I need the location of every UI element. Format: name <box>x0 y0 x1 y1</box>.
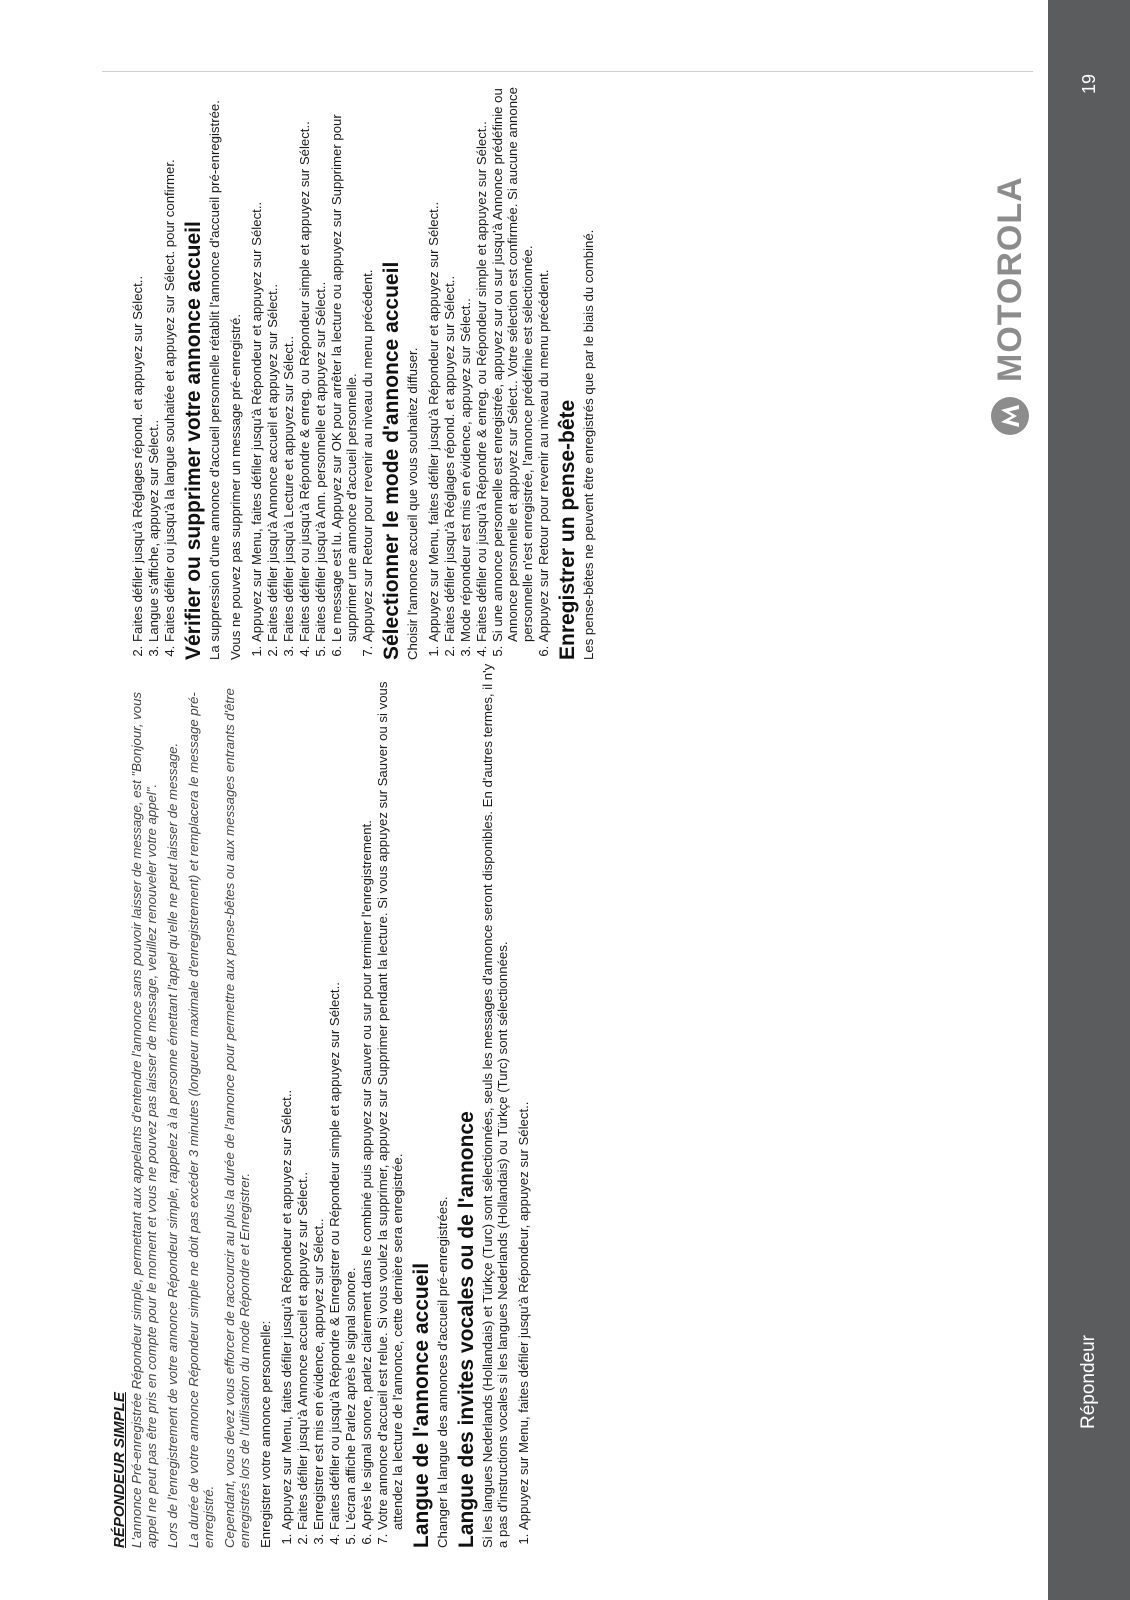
list-item: 2. Faites défiler jusqu'à Annonce accueil et appuyez sur Sélect.. <box>295 660 310 1530</box>
column-1 <box>112 660 540 1548</box>
list-item: 4. Faites défiler ou jusqu'à Répondre & enreg. ou Répondeur simple et appuyez sur Sélect.. <box>474 72 489 642</box>
brand-wordmark: MOTOROLA <box>990 176 1029 382</box>
list-item: 4. Faites défiler ou jusqu'à Répondre & Enregistrer ou Répondeur simple et appuyez sur Sélect.. <box>327 660 342 1530</box>
paragraph: La durée de votre annonce Répondeur simple ne doit pas excéder 3 minutes (longueur maximale d'enregistrement) et remplacera le message pré-enregistré. <box>186 692 216 1548</box>
paragraph: Choisir l'annonce accueil que vous souhaitez diffuser. <box>405 347 420 660</box>
list-item: 1. Appuyez sur Menu, faites défiler jusqu'à Répondeur, appuyez sur Sélect.. <box>516 660 531 1530</box>
step-list <box>130 72 177 660</box>
list-item: 2. Faites défiler jusqu'à Réglages répond. et appuyez sur Sélect.. <box>442 72 457 642</box>
paragraph: Vous ne pouvez pas supprimer un message pré-enregistré. <box>228 314 243 660</box>
step-list <box>279 660 405 1548</box>
list-item: 3. Faites défiler jusqu'à Lecture et appuyez sur Sélect.. <box>281 72 296 642</box>
list-item: 3. Enregistrer est mis en évidence, appuyez sur Sélect.. <box>311 660 326 1530</box>
list-item: 1. Appuyez sur Menu, faites défiler jusqu'à Répondeur et appuyez sur Sélect.. <box>426 72 441 642</box>
step-list <box>249 72 375 660</box>
section-heading: Langue des invites vocales ou de l'annonce <box>455 1111 478 1548</box>
list-item: 7. Appuyez sur Retour pour revenir au niveau du menu précédent. <box>360 72 375 642</box>
list-item: 4. Faites défiler ou jusqu'à Répondre & enreg. ou Répondeur simple et appuyez sur Sélect.. <box>297 72 312 642</box>
paragraph: Si les langues Nederlands (Hollandais) et Türkçe (Turc) sont sélectionnées, seuls les messages d'annonce seront disponibles. En d'autres termes, il n'y a pas d'instructions vocales si les langues Nederlands (Hollandais) ou Türkçe (Turc) sont sélectionnées. <box>480 663 510 1548</box>
column-3 <box>555 72 985 602</box>
paragraph: Lors de l'enregistrement de votre annonce Répondeur simple, rappelez à la personne émettant l'appel qu'elle ne peut laisser de message. <box>165 742 180 1548</box>
paragraph: Les pense-bêtes ne peuvent être enregistrés que par le biais du combiné. <box>581 229 596 660</box>
list-item: 6. Le message est lu. Appuyez sur OK pour arrêter la lecture ou appuyez sur Supprimer pour supprimer une annonce d'accueil personnelle. <box>329 72 359 642</box>
motorola-logo <box>990 66 1030 436</box>
section-label: Répondeur <box>1078 1334 1099 1430</box>
motorola-batwing-icon <box>990 396 1030 436</box>
step-list <box>426 72 551 660</box>
section-heading: Sélectionner le mode d'annonce accueil <box>380 261 403 660</box>
list-item: 3. Langue s'affiche, appuyez sur Sélect.. <box>146 72 161 642</box>
page-sidebar <box>1048 0 1130 1600</box>
paragraph: Enregistrer votre annonce personnelle: <box>258 1320 273 1548</box>
list-item: 5. Faites défiler jusqu'à Ann. personnelle et appuyez sur Sélect.. <box>313 72 328 642</box>
section-heading: Enregistrer un pense-bête <box>556 399 579 660</box>
col-2 <box>128 72 596 660</box>
list-item: 7. Votre annonce d'accueil est relue. Si vous voulez la supprimer, appuyez sur Supprimer pendant la lecture. Si vous appuyez sur Sauver ou si vous attendez la lecture de l'annonce, cette dernière sera enregistrée. <box>375 660 405 1530</box>
section-heading: Vérifier ou supprimer votre annonce accueil <box>182 221 205 660</box>
list-item: 2. Faites défiler jusqu'à Annonce accueil et appuyez sur Sélect.. <box>265 72 280 642</box>
list-item: 1. Appuyez sur Menu, faites défiler jusqu'à Répondeur et appuyez sur Sélect.. <box>249 72 264 642</box>
list-item: 4. Faites défiler ou jusqu'à la langue souhaitée et appuyez sur Sélect. pour confirmer. <box>162 72 177 642</box>
list-item: 6. Après le signal sonore, parlez clairement dans le combiné puis appuyez sur Sauver ou sur pour terminer l'enregistrement. <box>359 660 374 1530</box>
list-item: 5. L'écran affiche Parlez après le signal sonore. <box>343 660 358 1530</box>
section-heading: Langue de l'annonce accueil <box>410 1262 433 1548</box>
list-item: 2. Faites défiler jusqu'à Réglages répond. et appuyez sur Sélect.. <box>130 72 145 642</box>
paragraph: Cependant, vous devez vous efforcer de raccourcir au plus la durée de l'annonce pour permettre aux pense-bêtes ou aux messages entrants d'être enregistrés lors de l'utilisation du mode Répondre et Enregistrer. <box>222 688 252 1548</box>
list-item: 5. Si une annonce personnelle est enregistrée, appuyez sur ou sur jusqu'à Annonce prédéfinie ou Annonce personnelle et appuyez sur Sélect.. Votre sélection est confirmée. Si aucune annonce personnelle n'est enregistrée, l'annonce prédéfinie est sélectionnée. <box>490 72 535 642</box>
paragraph: La suppression d'une annonce d'accueil personnelle rétablit l'annonce d'accueil pré-enregistrée. <box>207 100 222 660</box>
list-item: 1. Appuyez sur Menu, faites défiler jusqu'à Répondeur et appuyez sur Sélect.. <box>279 660 294 1530</box>
section-heading: RÉPONDEUR SIMPLE <box>111 1392 128 1548</box>
paragraph: L'annonce Pré-enregistrée Répondeur simple, permettant aux appelants d'entendre l'annonce sans pouvoir laisser de message, est "Bonjour, vous appel ne peut pas être pris en compte pour le moment et vous ne pouvez pas laisser de message, veuillez renouveler votre appel". <box>129 691 159 1548</box>
page-number: 19 <box>1079 73 1099 95</box>
step-list <box>516 660 531 1548</box>
list-item: 6. Appuyez sur Retour pour revenir au niveau du menu précédent. <box>536 72 551 642</box>
list-item: 3. Mode répondeur est mis en évidence, appuyez sur Sélect.. <box>458 72 473 642</box>
paragraph: Changer la langue des annonces d'accueil pré-enregistrées. <box>435 1196 450 1548</box>
